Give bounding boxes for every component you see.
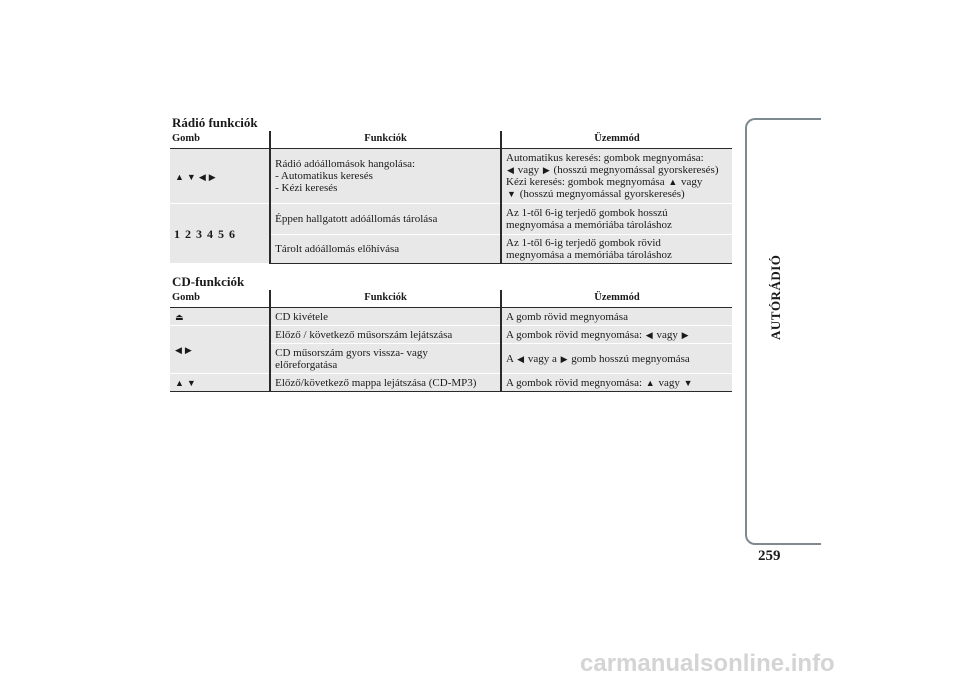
preset-keys-cell: 1 2 3 4 5 6 bbox=[170, 204, 270, 264]
cd-functions-table bbox=[170, 290, 732, 392]
table-row bbox=[170, 374, 732, 392]
mode-cell: A gomb rövid megnyomása bbox=[501, 308, 732, 326]
page-number: 259 bbox=[758, 548, 781, 564]
up-arrow-icon: ▲ bbox=[175, 171, 185, 182]
function-cell: Tárolt adóállomás előhívása bbox=[270, 235, 501, 264]
right-arrow-icon: ▶ bbox=[184, 345, 193, 355]
eject-key-cell bbox=[170, 308, 270, 326]
function-cell: Előző/következő mappa lejátszása (CD-MP3) bbox=[270, 374, 501, 392]
up-arrow-icon: ▲ bbox=[175, 378, 185, 388]
right-arrow-icon: ▶ bbox=[560, 353, 568, 364]
left-right-keys-cell bbox=[170, 326, 270, 374]
down-arrow-icon: ▼ bbox=[683, 377, 693, 388]
table-row bbox=[170, 326, 732, 344]
function-cell: Éppen hallgatott adóállomás tárolása bbox=[270, 204, 501, 235]
radio-section-title: Rádió funkciók bbox=[172, 115, 258, 130]
table-row bbox=[170, 204, 732, 235]
function-cell: CD műsorszám gyors vissza- vagy előreforgatása bbox=[270, 344, 501, 374]
left-arrow-icon: ◀ bbox=[645, 329, 653, 340]
left-arrow-icon: ◀ bbox=[507, 165, 514, 175]
up-down-keys-cell bbox=[170, 374, 270, 392]
watermark: carmanualsonline.info bbox=[580, 650, 835, 677]
down-arrow-icon: ▼ bbox=[186, 378, 197, 388]
header-gomb: Gomb bbox=[170, 290, 270, 308]
left-arrow-icon: ◀ bbox=[175, 345, 183, 355]
mode-cell: A ◀ vagy a ▶ gomb hosszú megnyomása bbox=[501, 344, 732, 374]
right-arrow-icon: ▶ bbox=[208, 171, 217, 182]
function-cell: Előző / következő műsorszám lejátszása bbox=[270, 326, 501, 344]
mode-cell: Automatikus keresés: gombok megnyomása: ◀ vagy ▶ (hosszú megnyomással gyorskeresés) Kézi keresés: gombok megnyomása ▲ vagy ▼ (hosszú megnyomással gyorskeresés) bbox=[501, 149, 732, 204]
mode-cell: Az 1-től 6-ig terjedő gombok rövid megnyomása a memóriába tároláshoz bbox=[501, 235, 732, 264]
table-row bbox=[170, 308, 732, 326]
table-row bbox=[170, 149, 732, 204]
right-arrow-icon: ▶ bbox=[542, 165, 550, 175]
left-arrow-icon: ◀ bbox=[517, 353, 525, 364]
down-arrow-icon: ▼ bbox=[507, 189, 516, 199]
up-arrow-icon: ▲ bbox=[645, 377, 655, 388]
up-arrow-icon: ▲ bbox=[668, 177, 678, 187]
header-uzemmod: Üzemmód bbox=[501, 290, 732, 308]
mode-cell: A gombok rövid megnyomása: ◀ vagy ▶ bbox=[501, 326, 732, 344]
header-gomb: Gomb bbox=[170, 131, 270, 149]
function-cell: Rádió adóállomások hangolása: - Automatikus keresés - Kézi keresés bbox=[270, 149, 501, 204]
mode-cell: A gombok rövid megnyomása: ▲ vagy ▼ bbox=[501, 374, 732, 392]
down-arrow-icon: ▼ bbox=[186, 171, 197, 182]
header-funkciok: Funkciók bbox=[270, 290, 501, 308]
eject-icon: ⏏ bbox=[175, 312, 185, 322]
left-arrow-icon: ◀ bbox=[198, 171, 207, 182]
chapter-label: AUTÓRÁDIÓ bbox=[768, 254, 783, 340]
cd-section-title: CD-funkciók bbox=[172, 274, 245, 289]
radio-functions-table bbox=[170, 131, 732, 264]
mode-cell: Az 1-től 6-ig terjedő gombok hosszú megnyomása a memóriába tároláshoz bbox=[501, 204, 732, 235]
arrow-keys-cell bbox=[170, 149, 270, 204]
header-funkciok: Funkciók bbox=[270, 131, 501, 149]
header-uzemmod: Üzemmód bbox=[501, 131, 732, 149]
right-arrow-icon: ▶ bbox=[681, 329, 689, 340]
function-cell: CD kivétele bbox=[270, 308, 501, 326]
